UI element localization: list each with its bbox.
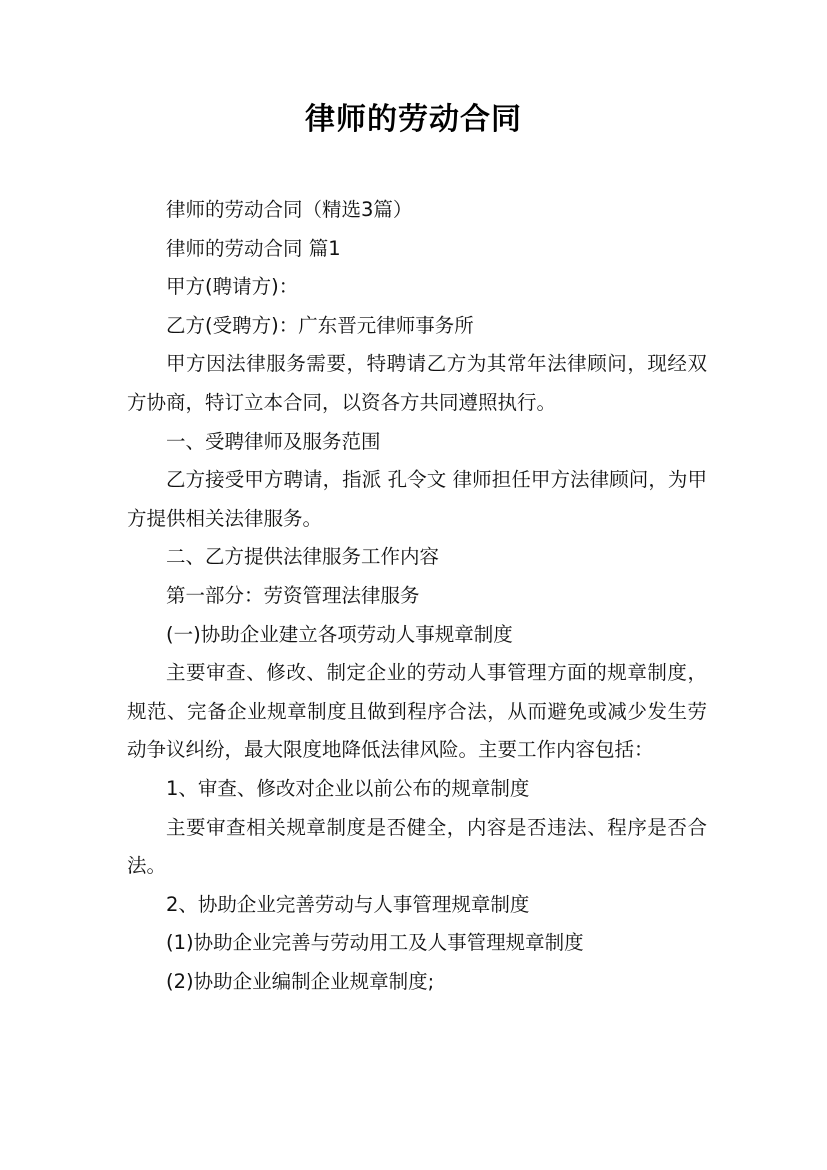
paragraph-clause-1-body: 乙方接受甲方聘请，指派 孔令文 律师担任甲方法律顾问，为甲方提供相关法律服务。: [127, 468, 707, 530]
paragraph-clause-2-heading: 二、乙方提供法律服务工作内容: [166, 545, 440, 569]
paragraph-item-1-body: 主要审查、修改、制定企业的劳动人事管理方面的规章制度，规范、完备企业规章制度且做到程序合法，从而避免或减少发生劳动争议纠纷，最大限度地降低法律风险。主要工作内容包括：: [127, 661, 707, 762]
paragraph-section-heading: 律师的劳动合同 篇1: [166, 236, 341, 260]
paragraph-part-1-heading: 第一部分：劳资管理法律服务: [166, 583, 420, 607]
paragraph-item-1-heading: (一)协助企业建立各项劳动人事规章制度: [166, 622, 513, 646]
document-body: [127, 191, 707, 1001]
paragraph-party-a: 甲方(聘请方)：: [166, 275, 299, 299]
paragraph-subitem-2-2: (2)协助企业编制企业规章制度;: [166, 969, 435, 993]
paragraph-party-b: 乙方(受聘方)：广东晋元律师事务所: [166, 313, 474, 337]
paragraph-clause-1-heading: 一、受聘律师及服务范围: [166, 429, 381, 453]
paragraph-subitem-1: 1、审查、修改对企业以前公布的规章制度: [166, 776, 530, 800]
paragraph-preamble: 甲方因法律服务需要，特聘请乙方为其常年法律顾问，现经双方协商，特订立本合同，以资各方共同遵照执行。: [127, 352, 707, 414]
paragraph-subitem-1-body: 主要审查相关规章制度是否健全，内容是否违法、程序是否合法。: [127, 815, 707, 878]
paragraph-subitem-2: 2、协助企业完善劳动与人事管理规章制度: [166, 892, 530, 916]
paragraph-subitem-2-1: (1)协助企业完善与劳动用工及人事管理规章制度: [166, 931, 584, 955]
paragraph-subtitle: 律师的劳动合同（精选3篇）: [166, 198, 413, 221]
document-title: 律师的劳动合同: [305, 102, 522, 137]
